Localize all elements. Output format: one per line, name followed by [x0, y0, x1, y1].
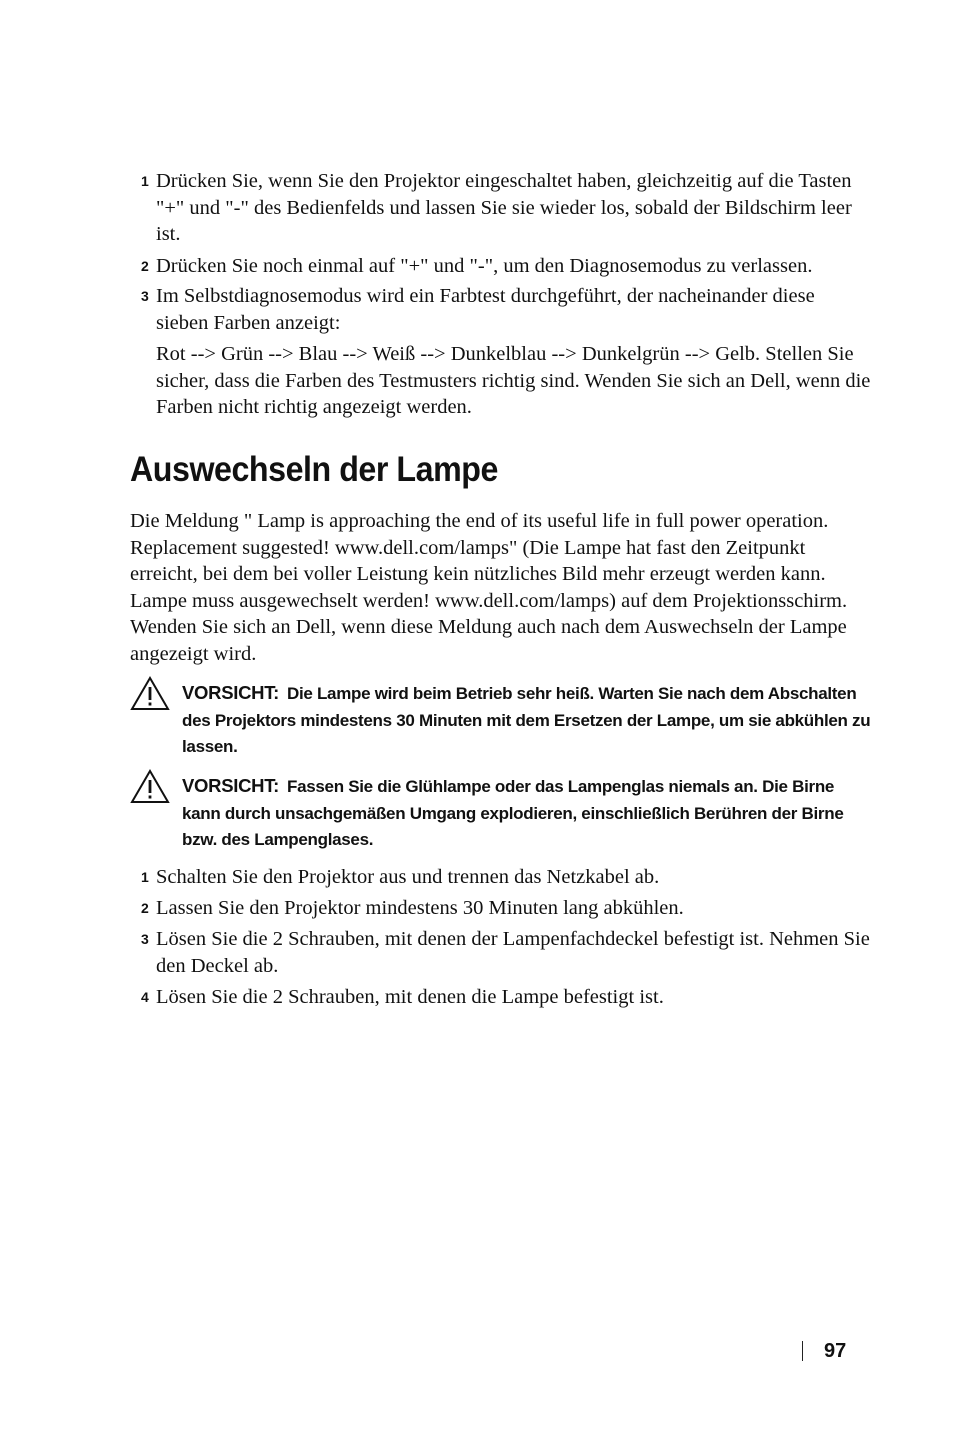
caution-text: Die Lampe wird beim Betrieb sehr heiß. Warten Sie nach dem Abschalten des Projektors mindestens 30 Minuten mit dem Ersetzen der Lampe, um sie abkühlen zu lassen. [182, 684, 871, 756]
step-text: Lösen Sie die 2 Schrauben, mit denen der Lampenfachdeckel befestigt ist. Nehmen Sie den Deckel ab. [156, 928, 870, 977]
page-number: 97 [824, 1340, 847, 1362]
step-number: 3 [141, 931, 149, 947]
footer-divider [802, 1341, 803, 1361]
list-item [141, 926, 871, 979]
list-item [141, 984, 871, 1011]
step-number: 1 [141, 173, 149, 189]
step-text: Lösen Sie die 2 Schrauben, mit denen die Lampe befestigt ist. [156, 986, 664, 1008]
list-item [141, 253, 871, 280]
step-text: Im Selbstdiagnosemodus wird ein Farbtest durchgeführt, der nacheinander diese sieben Farben anzeigt: [156, 285, 815, 334]
section-heading: Auswechseln der Lampe [130, 450, 498, 489]
list-item [141, 864, 871, 891]
step-text: Schalten Sie den Projektor aus und trennen das Netzkabel ab. [156, 866, 660, 888]
list-item [141, 168, 871, 248]
intro-paragraph: Die Meldung " Lamp is approaching the end of its useful life in full power operation. Replacement suggested! www.dell.com/lamps" (Die Lampe hat fast den Zeitpunkt erreicht, bei dem bei voller Leistung kein nützliches Bild mehr erzeugt werden kann. Lampe muss ausgewechselt werden! www.dell.com/lamps) auf dem Projektionsschirm. Wenden Sie sich an Dell, wenn diese Meldung auch nach dem Auswechseln der Lampe angezeigt wird. [130, 510, 848, 665]
color-sequence-paragraph: Rot --> Grün --> Blau --> Weiß --> Dunkelblau --> Dunkelgrün --> Gelb. Stellen Sie sicher, dass die Farben des Testmusters richtig sind. Wenden Sie sich an Dell, wenn die Farben nicht richtig angezeigt werden. [156, 343, 871, 418]
step-number: 3 [141, 288, 149, 304]
step-text: Lassen Sie den Projektor mindestens 30 Minuten lang abkühlen. [156, 897, 684, 919]
step-number: 2 [141, 258, 149, 274]
warning-triangle-icon [130, 769, 170, 805]
step-text: Drücken Sie noch einmal auf "+" und "-", um den Diagnosemodus zu verlassen. [156, 255, 813, 277]
caution-label: VORSICHT: [182, 682, 279, 703]
caution-label: VORSICHT: [182, 775, 279, 796]
list-item [141, 895, 871, 922]
step-number: 4 [141, 989, 149, 1005]
step-number: 2 [141, 900, 149, 916]
list-item [141, 283, 871, 336]
warning-triangle-icon [130, 676, 170, 712]
caution-text: Fassen Sie die Glühlampe oder das Lampenglas niemals an. Die Birne kann durch unsachgemäßen Umgang explodieren, einschließlich Berühren der Birne bzw. des Lampenglases. [182, 777, 844, 849]
step-text: Drücken Sie, wenn Sie den Projektor eingeschaltet haben, gleichzeitig auf die Tasten "+" und "-" des Bedienfelds und lassen Sie sie wieder los, sobald der Bildschirm leer ist. [156, 170, 852, 245]
step-number: 1 [141, 869, 149, 885]
